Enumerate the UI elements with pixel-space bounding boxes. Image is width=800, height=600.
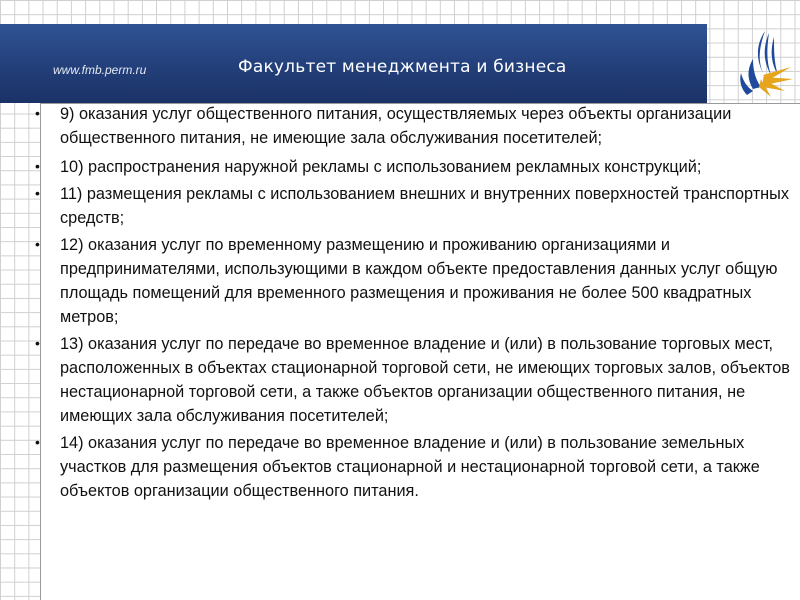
site-url: www.fmb.perm.ru xyxy=(53,63,147,77)
list-item-text: 12) оказания услуг по временному размещению и проживанию организациями и предпринимателями, использующими в каждом объекте предоставления данных услуг общую площадь помещений для временного размещения и проживания не более 500 квадратных метров; xyxy=(60,236,778,326)
list-item xyxy=(35,155,800,179)
list-item-text: 14) оказания услуг по передаче во временное владение и (или) в пользование земельных участков для размещения объектов стационарной и нестационарной торговой сети, а также объектов организации общественного питания. xyxy=(60,434,760,500)
list-item-text: 11) размещения рекламы с использованием внешних и внутренних поверхностей транспортных средств; xyxy=(60,185,789,227)
bullet-icon: • xyxy=(35,185,40,201)
bullet-list xyxy=(35,104,800,503)
list-item-text: 9) оказания услуг общественного питания, осуществляемых через объекты организации общественного питания, не имеющие зала обслуживания посетителей; xyxy=(60,105,732,147)
list-item xyxy=(35,102,800,150)
list-item xyxy=(35,332,800,428)
bullet-icon: • xyxy=(35,105,40,121)
content-area xyxy=(35,103,800,600)
faculty-logo-icon xyxy=(733,29,795,99)
header-band xyxy=(0,24,707,103)
bullet-icon: • xyxy=(35,236,40,252)
list-item xyxy=(35,233,800,329)
bullet-icon: • xyxy=(35,434,40,450)
list-item xyxy=(35,182,800,230)
page-title: Факультет менеджмента и бизнеса xyxy=(238,57,567,77)
list-item xyxy=(35,431,800,503)
list-item-text: 13) оказания услуг по передаче во временное владение и (или) в пользование торговых мест, расположенных в объектах стационарной торговой сети, не имеющих торговых залов, объектов нестационарной торговой сети, а также объектов организации общественного питания, не имеющих зала обслуживания посетителей; xyxy=(60,335,790,425)
list-item-text: 10) распространения наружной рекламы с использованием рекламных конструкций; xyxy=(60,158,702,176)
bullet-icon: • xyxy=(35,335,40,351)
bullet-icon: • xyxy=(35,158,40,174)
